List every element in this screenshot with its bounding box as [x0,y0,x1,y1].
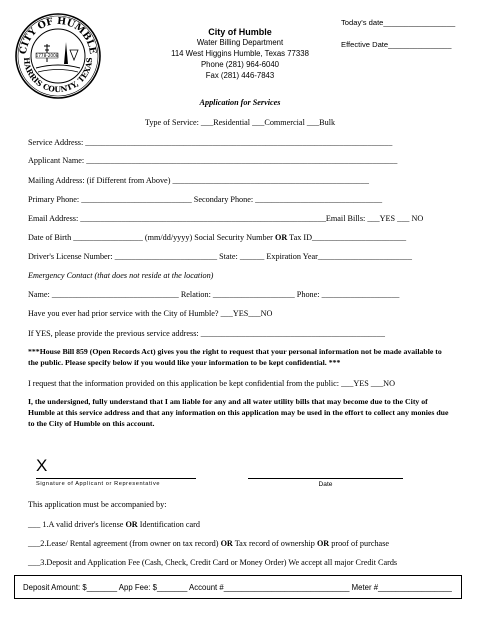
dob-ssn-field[interactable]: Date of Birth _________________ (mm/dd/yyyy) Social Security Number OR Tax ID_______________________ [28,233,407,242]
form-title: Application for Services [199,98,281,107]
department-name: Water Billing Department [196,38,284,47]
department-fax: Fax (281) 446-7843 [205,71,275,80]
signature-label: Signature of Applicant or Representative [36,481,161,487]
requirement-item[interactable]: ___3.Deposit and Application Fee (Cash, Check, Credit Card or Money Order) We accept all major Credit Cards [28,558,398,567]
date-label: Date [318,481,333,488]
effective-date-field[interactable]: Effective Date_______________ [341,40,452,49]
phone-fields[interactable]: Primary Phone: ___________________________ Secondary Phone: _______________________________ [28,195,383,204]
requirement-item[interactable]: ___2.Lease/ Rental agreement (from owner on tax record) OR Tax record of ownership OR proof of purchase [28,539,390,548]
svg-text:HARRIS COUNTY, TEXAS [22,57,94,95]
date-line[interactable] [248,478,403,479]
signature-x-mark: X [36,456,48,475]
department-address: 114 West Higgins Humble, Texas 77338 [171,49,309,58]
city-name: City of Humble [208,27,272,37]
signature-line[interactable] [36,478,196,479]
mailing-address-field[interactable]: Mailing Address: (if Different from Above) ________________________________________________ [28,176,369,185]
emergency-contact-heading: Emergency Contact (that does not reside at the location) [28,271,214,280]
seal-bottom-text: HARRIS COUNTY, TEXAS [21,56,95,95]
applicant-name-field[interactable]: Applicant Name: ____________________________________________________________________________ [28,156,398,165]
email-field[interactable]: Email Address: ____________________________________________________________Email Bills: ___YES ___ NO [28,214,424,223]
type-of-service-field[interactable]: Type of Service: ___Residential ___Commercial ___Bulk [144,118,336,127]
svg-text:CITY OF HUMBLE [18,16,98,55]
open-records-notice: ***House Bill 859 (Open Records Act) gives you the right to request that your personal information not be made available to the public. Please specify below if you would like your information to be kept confidential. *** [28,347,442,367]
confidential-request-field[interactable]: I request that the information provided on this application be kept confidential from the public: ___YES ___NO [28,379,395,388]
emergency-contact-field[interactable]: Name: _______________________________ Relation: ____________________ Phone: ___________________ [28,290,400,299]
seal-year: 1778-2008 [35,53,59,58]
service-address-field[interactable]: Service Address: ___________________________________________________________________________ [28,138,393,147]
city-seal-logo [14,12,102,100]
accompany-heading: This application must be accompanied by: [28,500,167,509]
department-phone: Phone (281) 964-6040 [200,60,280,69]
requirement-item[interactable]: ___ 1.A valid driver's license OR Identification card [28,520,201,529]
prior-service-field[interactable]: Have you ever had prior service with the City of Humble? ___YES___NO [28,309,273,318]
seal-top-text: CITY OF HUMBLE [17,15,99,55]
todays-date-field[interactable]: Today's date_________________ [341,18,456,27]
prior-address-field[interactable]: If YES, please provide the previous service address: _____________________________________________ [28,329,385,338]
drivers-license-field[interactable]: Driver's License Number: _________________________ State: ______ Expiration Year_______________________ [28,252,412,261]
liability-statement: I, the undersigned, fully understand that I am liable for any and all water utility bills that may become due to the City of Humble at this service address and that any information on this application may be used in the effort to collect any monies due to the City of Humble on this account. [28,397,449,428]
deposit-account-fields[interactable]: Deposit Amount: $_______ App Fee: $_______ Account #_____________________________ Meter #_________________ [23,583,452,592]
office-use-box [14,575,462,599]
